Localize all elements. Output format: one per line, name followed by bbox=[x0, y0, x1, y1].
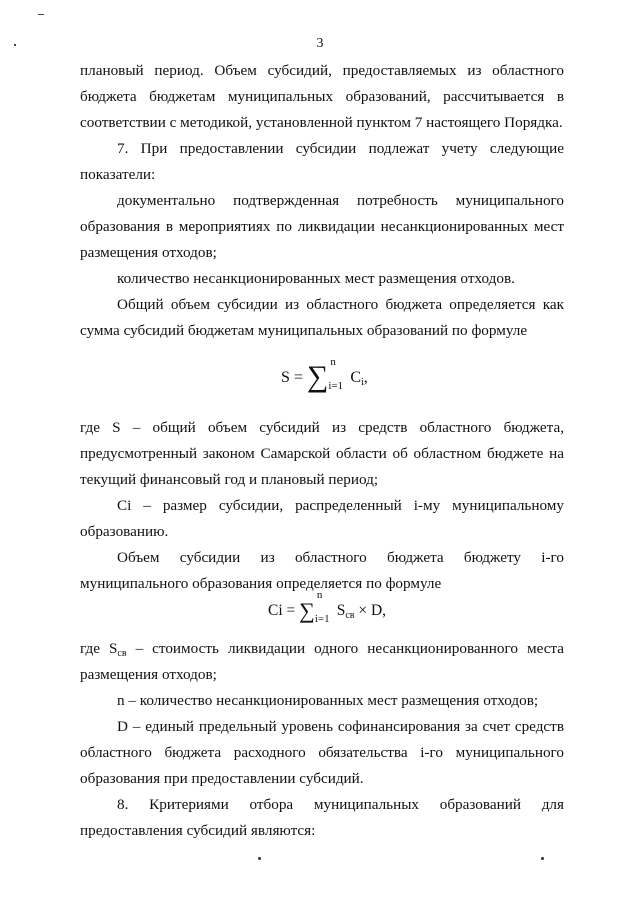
formula-term: C bbox=[350, 369, 361, 386]
text-line: Общий объем субсидии из областного бюджета определяется как bbox=[117, 296, 564, 313]
formula-total-subsidy bbox=[281, 356, 368, 394]
text-line: Объем субсидии из областного бюджета бюджету i-го bbox=[117, 549, 564, 566]
scan-mark bbox=[38, 14, 44, 15]
text-line: Ci – размер субсидии, распределенный i-му муниципальному bbox=[117, 497, 564, 514]
formula-tail: × D, bbox=[354, 602, 387, 619]
text-line: сумма субсидий бюджетам муниципальных образований по формуле bbox=[80, 322, 528, 339]
text-line: количество несанкционированных мест размещения отходов. bbox=[117, 270, 515, 287]
text-line: плановый период. Объем субсидий, предоставляемых из областного bbox=[80, 62, 564, 79]
text-line: размещения отходов; bbox=[80, 666, 217, 683]
text-line: 7. При предоставлении субсидии подлежат учету следующие bbox=[117, 140, 564, 157]
text-line: бюджета бюджетам муниципальных образований, рассчитывается в bbox=[80, 88, 564, 105]
text-line: n – количество несанкционированных мест размещения отходов; bbox=[117, 692, 539, 709]
text-line: областного бюджета расходного обязательства i-го муниципального bbox=[80, 744, 564, 761]
scan-dot bbox=[258, 857, 261, 860]
text-line: образования при предоставлении субсидий. bbox=[80, 770, 364, 787]
sum-upper-limit: n bbox=[330, 356, 336, 369]
text-line: предусмотренный законом Самарской области об областном бюджете на bbox=[80, 445, 564, 462]
sum-lower-limit: i=1 bbox=[314, 613, 330, 626]
text-line: показатели: bbox=[80, 166, 156, 183]
text-line: 8. Критериями отбора муниципальных образований для bbox=[117, 796, 564, 813]
scv-rest: – стоимость ликвидации одного несанкционированного места bbox=[126, 640, 564, 657]
text-line: где S – общий объем субсидий из средств областного бюджета, bbox=[80, 419, 564, 436]
formula-lhs: Ci = bbox=[268, 602, 296, 619]
text-line: D – единый предельный уровень софинансирования за счет средств bbox=[117, 718, 564, 735]
scv-prefix: где S bbox=[80, 640, 118, 657]
text-line: образования в мероприятиях по ликвидации несанкционированных мест bbox=[80, 218, 564, 235]
text-line: документально подтвержденная потребность муниципального bbox=[117, 192, 564, 209]
text-line: образованию. bbox=[80, 523, 169, 540]
text-line-scv bbox=[80, 639, 564, 664]
text-line: текущий финансовый год и плановый период; bbox=[80, 471, 379, 488]
scv-subscript: св bbox=[117, 648, 127, 659]
formula-term-subscript: св bbox=[345, 610, 355, 621]
text-line: муниципального образования определяется по формуле bbox=[80, 575, 442, 592]
sum-symbol: ∑ bbox=[306, 360, 329, 393]
text-line: размещения отходов; bbox=[80, 244, 217, 261]
formula-municipal-subsidy bbox=[268, 589, 387, 626]
scan-dot bbox=[541, 857, 544, 860]
page-number: 3 bbox=[316, 36, 324, 51]
sum-lower-limit: i=1 bbox=[328, 380, 344, 393]
formula-term-subscript: i bbox=[360, 377, 364, 388]
sum-upper-limit: n bbox=[316, 589, 323, 602]
formula-term: S bbox=[336, 602, 346, 619]
sum-symbol: ∑ bbox=[299, 598, 315, 623]
text-line: предоставления субсидий являются: bbox=[80, 822, 316, 839]
formula-tail: , bbox=[363, 369, 368, 386]
formula-lhs: S = bbox=[281, 369, 303, 386]
text-line: соответствии с методикой, установленной пунктом 7 настоящего Порядка. bbox=[80, 114, 563, 131]
